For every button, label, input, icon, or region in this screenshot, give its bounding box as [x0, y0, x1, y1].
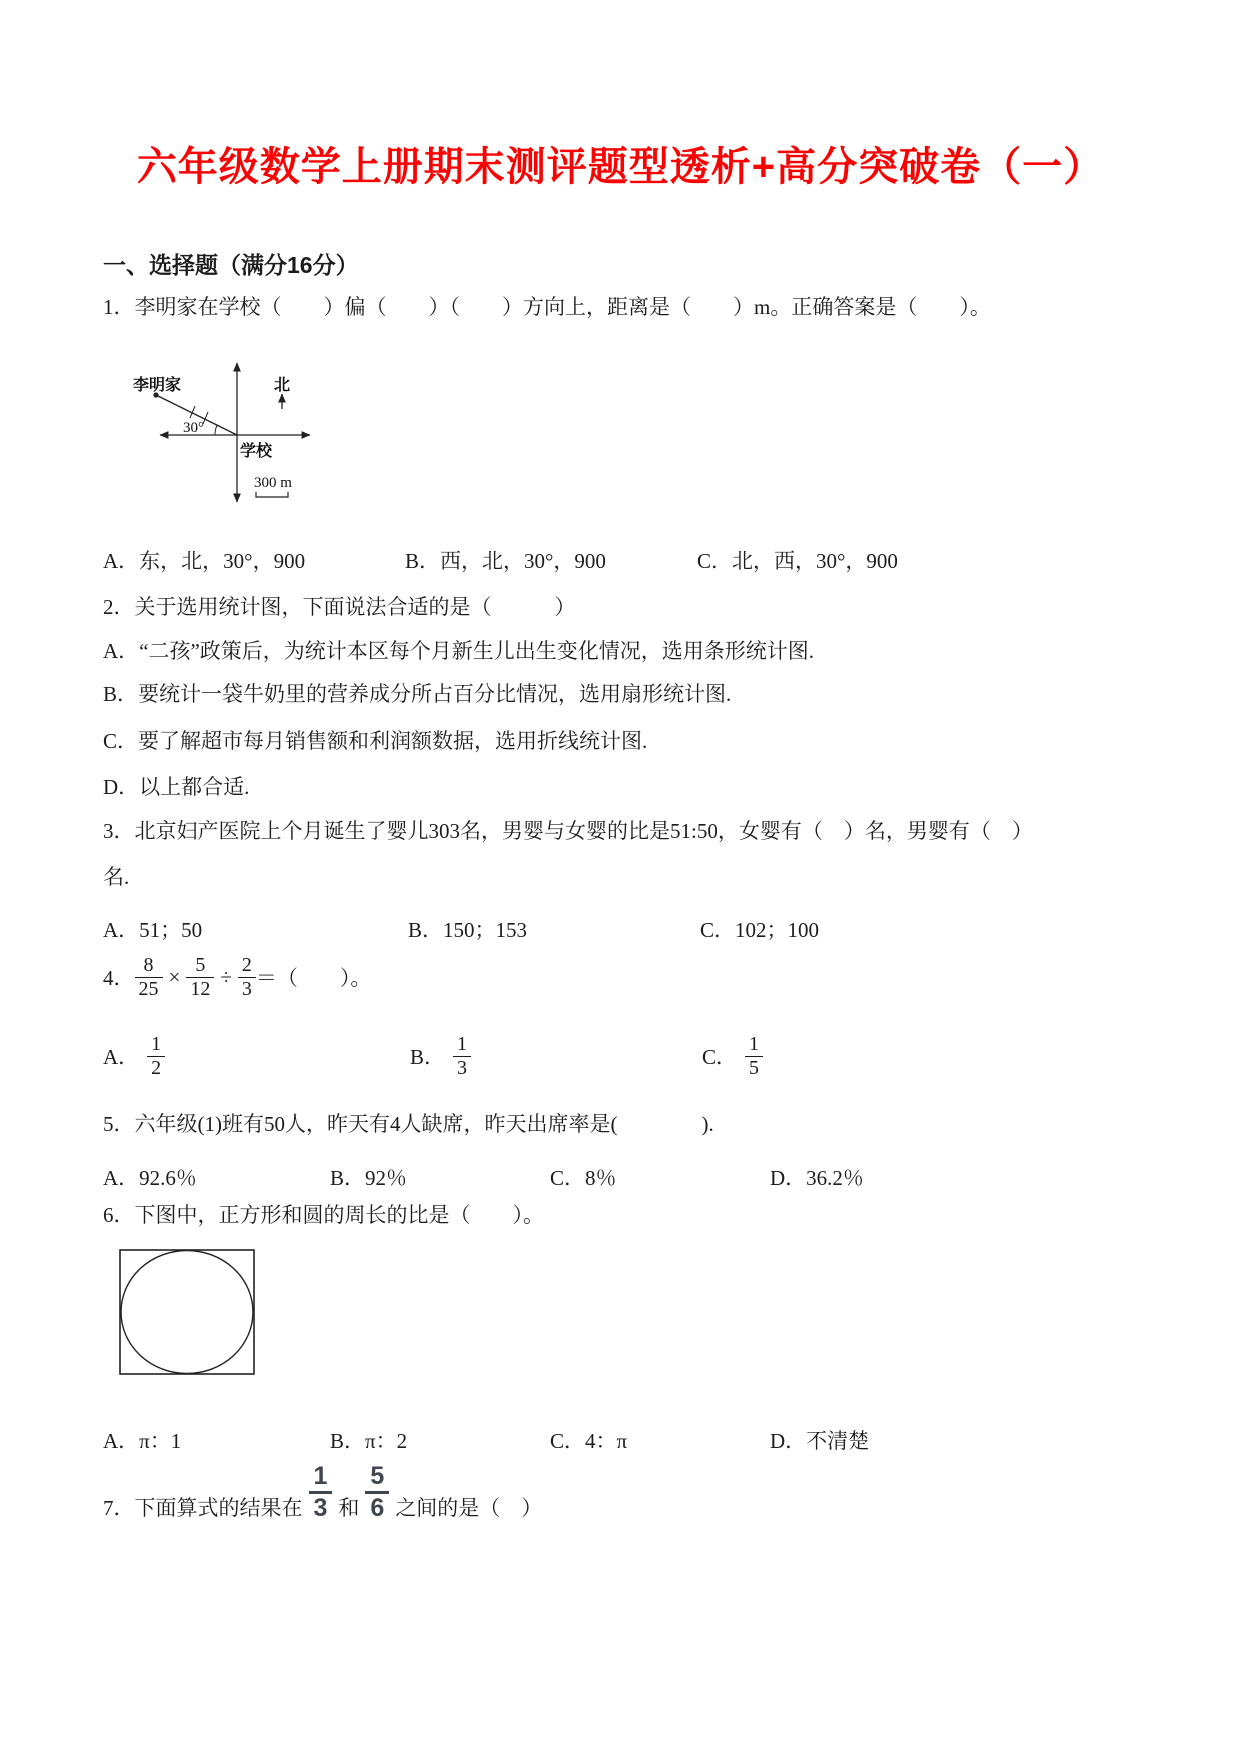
- section-heading: 一、选择题（满分16分）: [103, 252, 359, 278]
- angle-label: 30°: [183, 420, 204, 436]
- q4-option-a: A． $\frac{1}{2}$: [103, 1028, 165, 1084]
- inscribed-circle-shape: [121, 1251, 253, 1374]
- question-2-stem: 2．关于选用统计图，下面说法合适的是（ ）: [103, 595, 576, 619]
- question-3-stem-line2: 名.: [103, 865, 130, 889]
- q4-option-c: C． $\frac{1}{5}$: [702, 1028, 763, 1084]
- question-3-stem-line1: 3．北京妇产医院上个月诞生了婴儿303名，男婴与女婴的比是51:50，女婴有（ ）名，男婴有（ ）: [103, 819, 1033, 843]
- scale-bracket: [256, 492, 288, 497]
- question-6-stem: 6．下图中，正方形和圆的周长的比是（ ）。: [103, 1203, 544, 1227]
- exam-title: 六年级数学上册期末测评题型透析+高分突破卷（一）: [136, 145, 1105, 189]
- q2-option-b: B．要统计一袋牛奶里的营养成分所占百分比情况，选用扇形统计图.: [103, 682, 732, 706]
- q6-option-a: A．π：1: [103, 1429, 182, 1453]
- question-1-figure: [128, 352, 343, 512]
- q3-option-a: A．51；50: [103, 918, 203, 942]
- question-7-stem: [103, 1455, 542, 1523]
- question-4-stem: [103, 948, 371, 1006]
- q4-fraction-2: $\frac{5}{12}$: [186, 954, 214, 1001]
- q3-option-c: C．102；100: [700, 918, 820, 942]
- divide-sign: ÷: [220, 964, 232, 989]
- q3-option-b: B．150；153: [408, 918, 528, 942]
- q4-fraction-1: $\frac{8}{25}$: [135, 954, 163, 1001]
- q4-fraction-3: $\frac{2}{3}$: [238, 954, 256, 1001]
- q5-option-c: C．8％: [550, 1166, 617, 1190]
- q5-option-d: D．36.2％: [770, 1166, 864, 1190]
- q7-suffix: 之间的是（ ）: [395, 1496, 543, 1520]
- scale-label: 300 m: [254, 475, 292, 491]
- square-circle-figure: [119, 1249, 255, 1375]
- q2-option-a: A．“二孩”政策后，为统计本区每个月新生儿出生变化情况，选用条形统计图.: [103, 639, 815, 663]
- q4-equals-blank: ＝（ ）。: [255, 966, 372, 990]
- north-label: 北: [274, 377, 291, 394]
- q6-option-d: D．不清楚: [770, 1429, 870, 1453]
- q4-number: 4．: [103, 966, 135, 990]
- question-1-stem: 1．李明家在学校（ ）偏（ ）（ ）方向上，距离是（ ）m。正确答案是（ ）。: [103, 295, 991, 319]
- home-label: 李明家: [133, 377, 182, 394]
- q1-option-b: B．西，北，30°，900: [405, 549, 606, 573]
- q4-option-b: B． $\frac{1}{3}$: [410, 1028, 471, 1084]
- multiply-sign: ×: [168, 964, 181, 989]
- q5-option-b: B．92％: [330, 1166, 408, 1190]
- direction-diagram: [128, 352, 343, 512]
- q2-option-c: C．要了解超市每月销售额和利润额数据，选用折线统计图.: [103, 729, 648, 753]
- question-5-stem: 5．六年级(1)班有50人，昨天有4人缺席，昨天出席率是( ).: [103, 1112, 714, 1136]
- q6-option-c: C．4：π: [550, 1429, 628, 1453]
- q2-option-d: D．以上都合适.: [103, 775, 250, 799]
- school-label: 学校: [240, 443, 273, 460]
- q1-option-a: A．东，北，30°，900: [103, 549, 306, 573]
- q7-fraction-2: 5 6: [365, 1462, 389, 1523]
- q1-option-c: C．北，西，30°，900: [697, 549, 898, 573]
- q7-prefix: 7．下面算式的结果在: [103, 1496, 303, 1520]
- q7-middle: 和: [338, 1496, 360, 1520]
- q7-fraction-1: 1 3: [309, 1462, 333, 1523]
- q5-option-a: A．92.6％: [103, 1166, 197, 1190]
- angle-arc: [215, 425, 217, 435]
- question-6-figure: [119, 1249, 255, 1375]
- q6-option-b: B．π：2: [330, 1429, 408, 1453]
